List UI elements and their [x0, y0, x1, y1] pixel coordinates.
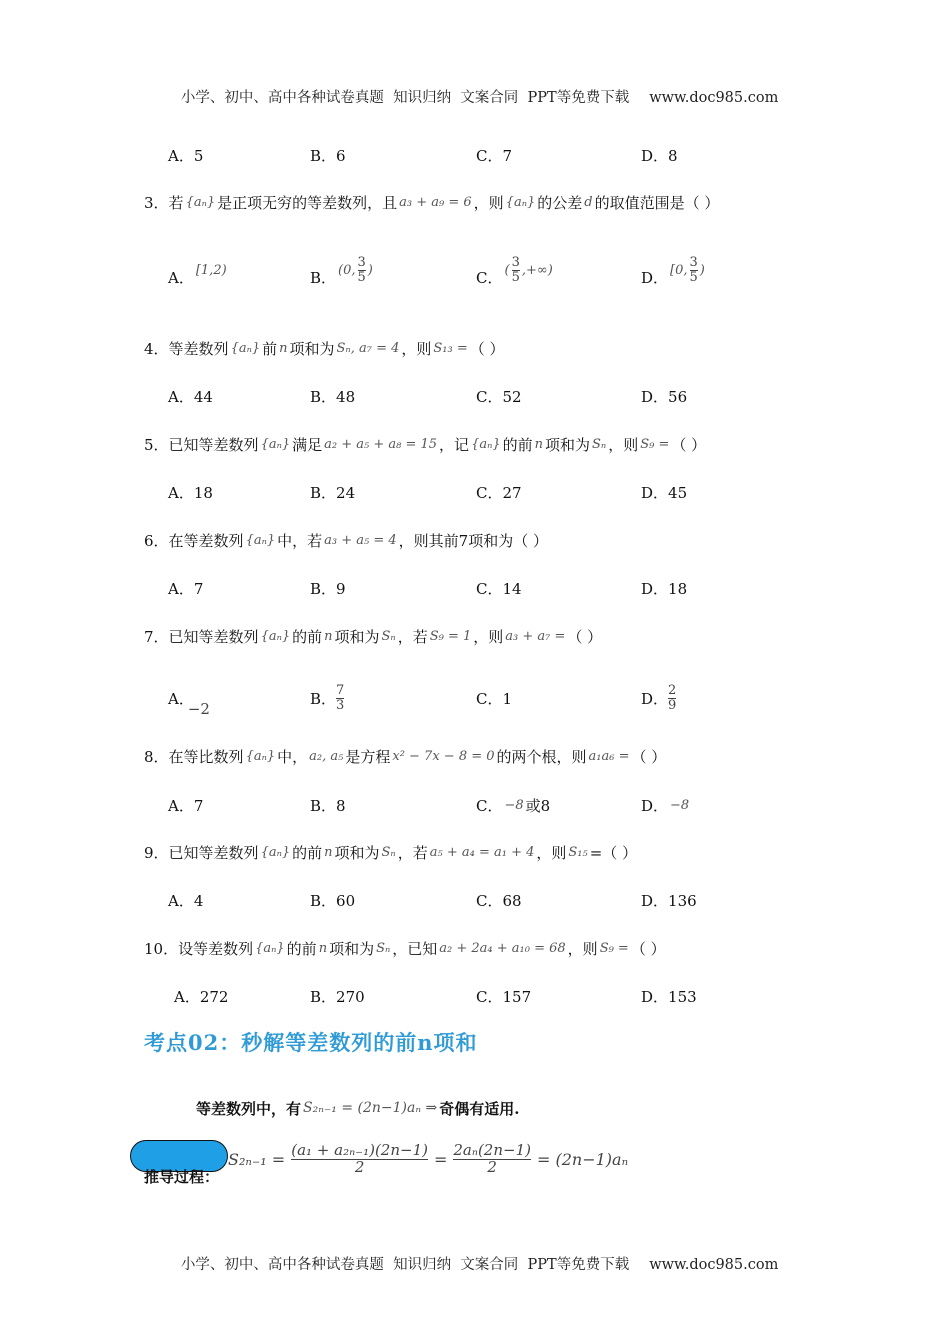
q8-options — [0, 785, 950, 825]
eq-rhs: = (2n−1)aₙ — [536, 1149, 629, 1169]
math-expr: {aₙ} — [260, 844, 291, 860]
q5-option-b[interactable]: B．24 — [310, 483, 356, 502]
question-number: 10． — [144, 939, 179, 958]
question-text: 项和为 — [334, 627, 380, 646]
option-label: D． — [641, 796, 669, 815]
question-text: 中， — [277, 747, 308, 766]
q8-option-d[interactable] — [641, 785, 691, 825]
math-expr: {aₙ} — [185, 194, 216, 210]
question-text: （ ） — [469, 339, 505, 358]
question-number: 6． — [144, 531, 169, 550]
option-value: ) — [367, 262, 373, 278]
question-text: ，则 — [401, 339, 432, 358]
question-number: 5． — [144, 435, 169, 454]
question-text: ，则 — [473, 193, 504, 212]
q4-options — [0, 376, 950, 416]
question-text: 项和为 — [289, 339, 335, 358]
question-text: 设等差数列 — [178, 939, 254, 958]
q4-option-a[interactable]: A．44 — [168, 387, 213, 406]
header-site-link[interactable]: www.doc985.com — [649, 90, 779, 106]
q3-option-b[interactable] — [310, 252, 375, 302]
footer-text: 小学、初中、高中各种试卷真题 知识归纳 文案合同 PPT等免费下载 — [180, 1257, 630, 1273]
fraction: $\frac{3}{5}$ — [511, 254, 520, 285]
math-expr: a₃ + a₅ = 4 — [324, 532, 397, 548]
header-text: 小学、初中、高中各种试卷真题 知识归纳 文案合同 PPT等免费下载 — [180, 90, 630, 106]
q5-options — [0, 472, 950, 512]
question-9 — [0, 832, 950, 872]
footer-site-link[interactable]: www.doc985.com — [649, 1257, 779, 1273]
math-expr: {aₙ} — [245, 532, 276, 548]
note-text: 奇偶有适用. — [439, 1099, 520, 1118]
page-footer — [0, 1237, 950, 1274]
option-label: A． — [168, 268, 194, 287]
option-value: [0, — [670, 262, 688, 278]
question-text: 的前 — [292, 843, 323, 862]
math-expr: S₉ = — [640, 436, 670, 452]
question-number: 8． — [144, 747, 169, 766]
fraction: $\frac{3}{5}$ — [357, 254, 366, 285]
option-label: C． — [476, 796, 503, 815]
section-title: 考点02：秒解等差数列的前n项和 — [144, 1030, 478, 1055]
option-label: B． — [310, 689, 337, 708]
math-expr: a₁a₆ = — [588, 748, 630, 764]
math-expr: a₅ + a₄ = a₁ + 4 — [429, 844, 535, 860]
derivation-label: 推导过程： — [144, 1168, 220, 1186]
fraction: $\frac{\text{(a₁ + a₂ₙ₋₁)(2n−1)}}{2}$ — [291, 1140, 428, 1176]
math-expr: n — [534, 436, 544, 452]
math-expr: {aₙ} — [471, 436, 501, 452]
option-label: D． — [641, 689, 669, 708]
derivation-equation — [228, 1134, 628, 1184]
q9-option-b[interactable]: B．60 — [310, 891, 356, 910]
question-text: ，则 — [567, 939, 598, 958]
option-label: A． — [168, 689, 194, 708]
eq-lhs: S₂ₙ₋₁ = — [228, 1149, 286, 1169]
question-text: ，若 — [397, 843, 428, 862]
question-text: ，则其前7项和为（ ） — [398, 531, 548, 550]
question-text: 项和为 — [334, 843, 380, 862]
question-text: ，已知 — [392, 939, 438, 958]
question-text: ，记 — [439, 435, 470, 454]
section-note — [196, 1088, 519, 1128]
math-expr: Sₙ — [381, 844, 396, 860]
q4-option-d[interactable]: D．56 — [641, 387, 688, 406]
q6-option-c[interactable]: C．14 — [476, 579, 522, 598]
question-text: 的前 — [292, 627, 323, 646]
math-expr: d — [584, 194, 593, 210]
q10-option-d[interactable]: D．153 — [641, 987, 697, 1006]
math-expr: n — [324, 628, 333, 644]
math-expr: n — [324, 844, 333, 860]
question-text: 是方程 — [345, 747, 391, 766]
option-value: −8 — [670, 797, 690, 813]
q3-option-d[interactable] — [641, 252, 707, 302]
q5-option-c[interactable]: C．27 — [476, 483, 522, 502]
option-label: B． — [310, 268, 337, 287]
q3-option-c[interactable] — [476, 252, 555, 302]
math-expr: n — [279, 340, 288, 356]
option-value: [1,2) — [195, 262, 227, 278]
math-expr: S₁₃ = — [433, 340, 468, 356]
question-text: 中，若 — [277, 531, 323, 550]
question-4 — [0, 328, 950, 368]
note-formula: S₂ₙ₋₁ = (2n−1)aₙ ⇒ — [303, 1100, 438, 1116]
question-text: 在等差数列 — [168, 531, 244, 550]
question-text: （ ） — [630, 939, 666, 958]
option-value: ( — [504, 262, 510, 278]
question-7 — [0, 616, 950, 656]
question-text: 满足 — [292, 435, 323, 454]
question-text: 已知等差数列 — [168, 843, 259, 862]
math-expr: a₂ + a₅ + a₈ = 15 — [324, 436, 438, 452]
math-expr: a₃ + a₇ = — [505, 628, 566, 644]
q3-option-a[interactable] — [168, 252, 229, 302]
question-text: （ ） — [671, 435, 707, 454]
question-text: 的前 — [502, 435, 533, 454]
option-value: (0, — [338, 262, 356, 278]
q9-option-d[interactable]: D．136 — [641, 891, 697, 910]
question-number: 9． — [144, 843, 169, 862]
q2-option-a[interactable]: A．5 — [168, 146, 204, 165]
q7-option-c[interactable]: C．1 — [476, 689, 513, 708]
option-text: 或8 — [525, 796, 551, 815]
q7-option-b[interactable] — [310, 672, 344, 724]
fraction: $\frac{3}{5}$ — [689, 254, 698, 285]
question-text: 前 — [262, 339, 278, 358]
q9-option-c[interactable]: C．68 — [476, 891, 522, 910]
question-number: 4． — [144, 339, 169, 358]
fraction: $\frac{\text{2aₙ(2n−1)}}{2}$ — [453, 1140, 531, 1176]
math-expr: x² − 7x − 8 = 0 — [392, 748, 495, 764]
question-text: ，则 — [536, 843, 567, 862]
option-value: −2 — [187, 700, 210, 718]
question-number: 3． — [144, 193, 169, 212]
question-5 — [0, 424, 950, 464]
q2-option-b[interactable]: B．6 — [310, 146, 346, 165]
q10-option-b[interactable]: B．270 — [310, 987, 365, 1006]
question-text: （ ） — [567, 627, 603, 646]
q7-options — [0, 672, 950, 724]
q9-options — [0, 880, 950, 920]
q4-option-b[interactable]: B．48 — [310, 387, 356, 406]
q9-option-a[interactable]: A．4 — [168, 891, 204, 910]
math-expr: a₂ + 2a₄ + a₁₀ = 68 — [439, 940, 566, 956]
math-expr: {aₙ} — [260, 628, 291, 644]
math-expr: S₉ = — [599, 940, 629, 956]
question-8 — [0, 736, 950, 776]
q6-option-d[interactable]: D．18 — [641, 579, 688, 598]
math-expr: {aₙ} — [245, 748, 276, 764]
q4-option-c[interactable]: C．52 — [476, 387, 522, 406]
question-6 — [0, 520, 950, 560]
option-value: −8 — [504, 797, 524, 813]
question-text: 已知等差数列 — [168, 435, 259, 454]
question-text: 在等比数列 — [168, 747, 244, 766]
question-text: =（ ） — [589, 843, 638, 862]
question-text: 若 — [168, 193, 184, 212]
math-expr: {aₙ} — [230, 340, 261, 356]
math-expr: {aₙ} — [260, 436, 291, 452]
note-text: 等差数列中，有 — [196, 1099, 302, 1118]
q6-option-a[interactable]: A．7 — [168, 579, 204, 598]
question-text: 项和为 — [545, 435, 591, 454]
fraction: $\frac{7}{3}$ — [336, 682, 345, 713]
question-3 — [0, 182, 950, 222]
option-label: C． — [476, 268, 503, 287]
question-text: 的前 — [286, 939, 317, 958]
q10-options — [0, 976, 950, 1016]
q8-option-c[interactable] — [476, 785, 550, 825]
math-expr: S₉ = 1 — [429, 628, 472, 644]
math-expr: Sₙ — [381, 628, 396, 644]
question-text: 等差数列 — [168, 339, 229, 358]
question-text: ，则 — [608, 435, 639, 454]
q8-option-a[interactable]: A．7 — [168, 796, 204, 815]
question-text: 项和为 — [329, 939, 375, 958]
q7-option-d[interactable] — [641, 672, 676, 724]
math-expr: S₁₅ — [568, 844, 588, 860]
math-expr: {aₙ} — [505, 194, 536, 210]
q10-option-a[interactable]: A．272 — [174, 987, 229, 1006]
question-10 — [0, 928, 950, 968]
math-expr: n — [318, 940, 328, 956]
question-text: ，则 — [473, 627, 504, 646]
q8-option-b[interactable]: B．8 — [310, 796, 346, 815]
math-expr: a₂, a₅ — [309, 748, 344, 764]
fraction: $\frac{2}{9}$ — [668, 682, 677, 713]
question-text: 的取值范围是（ ） — [594, 193, 720, 212]
page-header — [0, 70, 950, 107]
question-text: 的公差 — [537, 193, 583, 212]
option-value: ,+∞) — [521, 262, 553, 278]
q2-options — [0, 135, 950, 175]
q7-option-a[interactable] — [168, 672, 210, 724]
q5-option-a[interactable]: A．18 — [168, 483, 213, 502]
math-expr: a₃ + a₉ = 6 — [399, 194, 472, 210]
q2-option-d[interactable]: D．8 — [641, 146, 678, 165]
q2-option-c[interactable]: C．7 — [476, 146, 513, 165]
question-number: 7． — [144, 627, 169, 646]
option-label: D． — [641, 268, 669, 287]
option-value: ) — [699, 262, 705, 278]
math-expr: {aₙ} — [255, 940, 285, 956]
question-text: 的两个根，则 — [496, 747, 587, 766]
math-expr: Sₙ — [592, 436, 607, 452]
q3-options — [0, 252, 950, 302]
math-expr: Sₙ, a₇ = 4 — [336, 340, 400, 356]
math-expr: Sₙ — [376, 940, 391, 956]
question-text: ，若 — [397, 627, 428, 646]
question-text: （ ） — [631, 747, 667, 766]
q10-option-c[interactable]: C．157 — [476, 987, 532, 1006]
question-text: 是正项无穷的等差数列，且 — [217, 193, 398, 212]
q6-options — [0, 568, 950, 608]
question-text: 已知等差数列 — [168, 627, 259, 646]
q6-option-b[interactable]: B．9 — [310, 579, 346, 598]
eq-sign: = — [433, 1149, 448, 1169]
q5-option-d[interactable]: D．45 — [641, 483, 688, 502]
